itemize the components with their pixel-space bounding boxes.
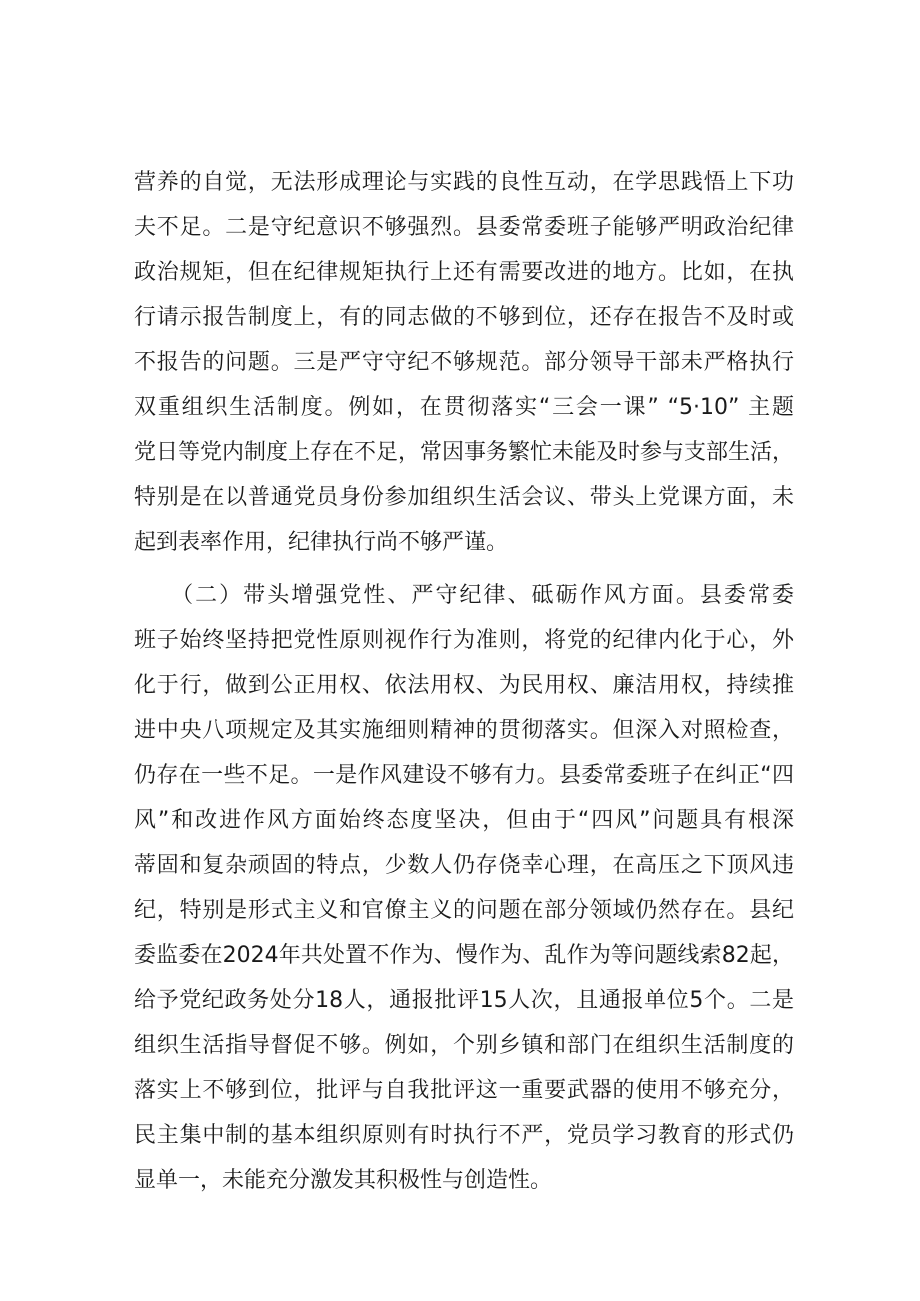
text-line: 政治规矩，但在纪律规矩执行上还有需要改进的地方。比如，在执 — [134, 260, 794, 285]
paragraph-2 — [134, 573, 794, 1203]
text-line: 纪，特别是形式主义和官僚主义的问题在部分领域仍然存在。县纪 — [134, 898, 794, 923]
text-line: 不报告的问题。三是严守守纪不够规范。部分领导干部未严格执行 — [134, 350, 794, 375]
text-line: 仍存在一些不足。一是作风建设不够有力。县委常委班子在纠正“四 — [134, 763, 794, 788]
text-line: 民主集中制的基本组织原则有时执行不严，党员学习教育的形式仍 — [134, 1123, 794, 1148]
text-line: 化于行，做到公正用权、依法用权、为民用权、廉洁用权，持续推 — [134, 673, 794, 698]
text-line: 夫不足。二是守纪意识不够强烈。县委常委班子能够严明政治纪律 — [134, 215, 794, 240]
text-line: 起到表率作用，纪律执行尚不够严谨。 — [134, 530, 509, 555]
text-line: 委监委在2024年共处置不作为、慢作为、乱作为等问题线索82起， — [134, 943, 794, 968]
text-line: 特别是在以普通党员身份参加组织生活会议、带头上党课方面，未 — [134, 485, 794, 510]
text-line: 班子始终坚持把党性原则视作行为准则，将党的纪律内化于心，外 — [134, 628, 794, 653]
text-line: 落实上不够到位，批评与自我批评这一重要武器的使用不够充分， — [134, 1078, 794, 1103]
paragraph-1 — [134, 160, 794, 565]
text-line: 组织生活指导督促不够。例如，个别乡镇和部门在组织生活制度的 — [134, 1033, 794, 1058]
text-line: 蒂固和复杂顽固的特点，少数人仍存侥幸心理，在高压之下顶风违 — [134, 853, 794, 878]
document-body — [134, 160, 794, 1203]
paragraph-spacer — [134, 565, 794, 573]
text-line: （二）带头增强党性、严守纪律、砥砺作风方面。县委常委 — [134, 583, 794, 608]
text-line: 双重组织生活制度。例如，在贯彻落实“三会一课” “5·10” 主题 — [134, 395, 794, 420]
text-line: 行请示报告制度上，有的同志做的不够到位，还存在报告不及时或 — [134, 305, 794, 330]
text-line: 党日等党内制度上存在不足，常因事务繁忙未能及时参与支部生活， — [134, 440, 794, 465]
text-line: 显单一，未能充分激发其积极性与创造性。 — [134, 1168, 553, 1193]
text-line: 风”和改进作风方面始终态度坚决，但由于“四风”问题具有根深 — [134, 808, 794, 833]
text-line: 给予党纪政务处分18人，通报批评15人次，且通报单位5个。二是 — [134, 988, 794, 1013]
text-line: 进中央八项规定及其实施细则精神的贯彻落实。但深入对照检查， — [134, 718, 794, 743]
text-line: 营养的自觉，无法形成理论与实践的良性互动，在学思践悟上下功 — [134, 170, 794, 195]
